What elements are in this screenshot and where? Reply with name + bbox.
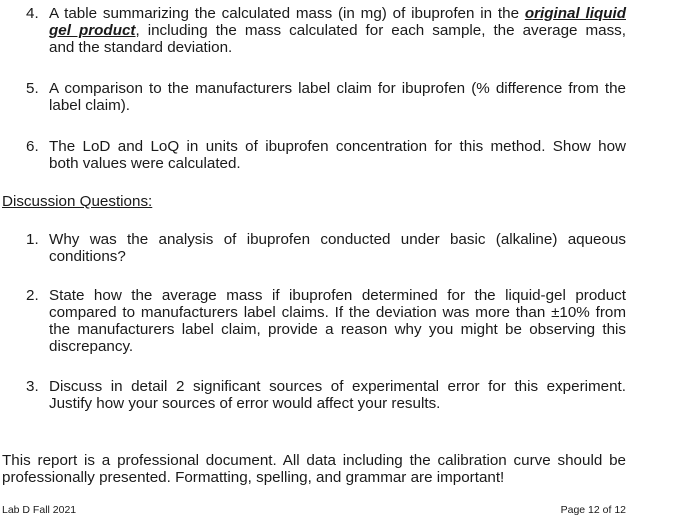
text-line: compared to manufacturers label claims. If the deviation was more than ±10% from [49, 304, 626, 321]
text-line [49, 5, 626, 22]
text-line: label claim). [49, 97, 131, 114]
discussion-item-2 [0, 287, 626, 355]
footer-page-number: Page 12 of 12 [560, 504, 626, 516]
list-number: 6. [26, 138, 39, 155]
list-item-text [49, 5, 626, 56]
text-segment: A table summarizing the calculated mass (in mg) of ibuprofen in the [49, 5, 525, 22]
text-line [49, 22, 626, 39]
report-item-6 [0, 138, 626, 172]
discussion-item-3 [0, 378, 626, 412]
list-number: 2. [26, 287, 39, 304]
footer-course-label: Lab D Fall 2021 [2, 504, 77, 516]
text-line: This report is a professional document. All data including the calibration curve should be [2, 452, 626, 469]
text-line: Discuss in detail 2 significant sources of experimental error for this experiment. [49, 378, 626, 395]
text-line: and the standard deviation. [49, 39, 233, 56]
list-number: 1. [26, 231, 39, 248]
list-number: 4. [26, 5, 39, 22]
text-segment: , including the mass calculated for each sample, the average mass, [135, 22, 626, 39]
text-line: the manufacturers label claim, provide a reason why you might be observing this [49, 321, 626, 338]
text-line: A comparison to the manufacturers label claim for ibuprofen (% difference from the [49, 80, 626, 97]
list-item-text [49, 287, 626, 355]
discussion-heading: Discussion Questions: [2, 193, 153, 210]
list-number: 5. [26, 80, 39, 97]
report-item-5 [0, 80, 626, 114]
text-line: Why was the analysis of ibuprofen conducted under basic (alkaline) aqueous [49, 231, 626, 248]
emphasized-text: gel product [49, 22, 136, 39]
text-line: conditions? [49, 248, 126, 265]
text-line: both values were calculated. [49, 155, 241, 172]
emphasized-text: original liquid [524, 5, 626, 22]
text-line: discrepancy. [49, 338, 134, 355]
text-line: professionally presented. Formatting, spelling, and grammar are important! [2, 469, 505, 486]
list-item-text [49, 138, 626, 172]
list-item-text [49, 80, 626, 114]
list-item-text [49, 378, 626, 412]
list-item-text [49, 231, 626, 265]
text-line: The LoD and LoQ in units of ibuprofen concentration for this method. Show how [49, 138, 626, 155]
discussion-item-1 [0, 231, 626, 265]
closing-paragraph [2, 452, 626, 486]
text-line: State how the average mass if ibuprofen determined for the liquid-gel product [49, 287, 626, 304]
report-item-4 [0, 5, 626, 56]
text-line: Justify how your sources of error would affect your results. [49, 395, 441, 412]
list-number: 3. [26, 378, 39, 395]
